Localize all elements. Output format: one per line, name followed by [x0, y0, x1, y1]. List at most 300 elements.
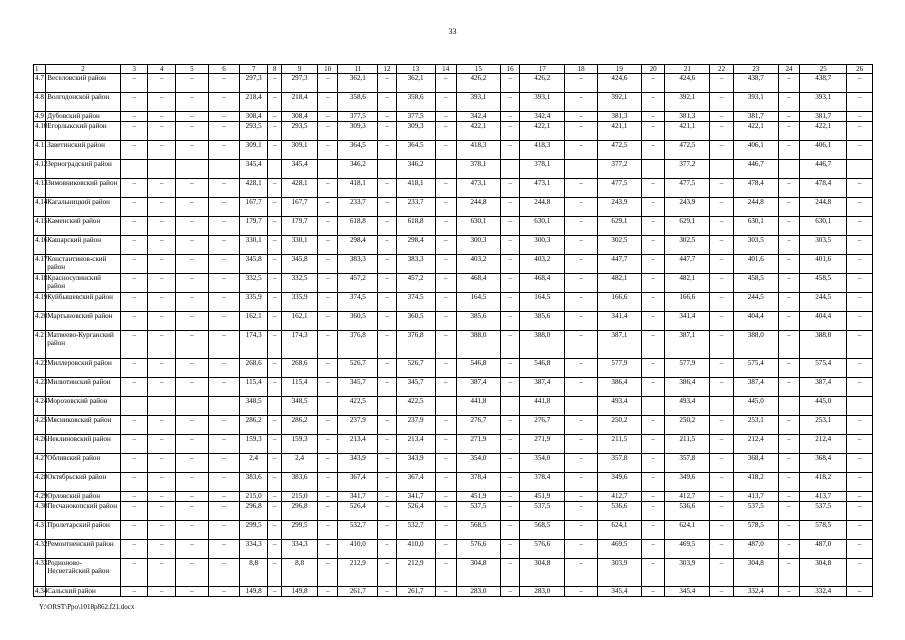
- value-cell: –: [148, 378, 176, 397]
- district-name: Егорлыкский район: [46, 122, 121, 141]
- value-cell: –: [120, 312, 148, 331]
- value-cell: 303,9: [665, 559, 710, 587]
- value-cell: –: [208, 416, 240, 435]
- value-cell: –: [176, 312, 209, 331]
- row-number: 4.12: [34, 160, 46, 179]
- district-name: Морозовский район: [46, 397, 121, 416]
- value-cell: –: [148, 435, 176, 454]
- value-cell: –: [778, 198, 799, 217]
- value-cell: 276,7: [456, 416, 500, 435]
- value-cell: 298,4: [338, 236, 378, 255]
- value-cell: [148, 397, 176, 416]
- value-cell: 381,3: [597, 112, 641, 122]
- value-cell: 418,2: [733, 473, 778, 492]
- value-cell: 387,4: [733, 378, 778, 397]
- value-cell: 386,4: [597, 378, 641, 397]
- value-cell: –: [847, 473, 873, 492]
- header-cell: 13: [396, 65, 435, 74]
- value-cell: 404,4: [800, 312, 847, 331]
- value-cell: –: [641, 141, 665, 160]
- value-cell: –: [500, 179, 519, 198]
- table-row: [34, 397, 873, 416]
- value-cell: –: [208, 74, 240, 93]
- row-number: 4.17: [34, 255, 46, 274]
- value-cell: 349,6: [665, 473, 710, 492]
- value-cell: –: [318, 492, 338, 502]
- value-cell: 298,4: [396, 236, 435, 255]
- value-cell: 422,1: [800, 122, 847, 141]
- value-cell: –: [778, 416, 799, 435]
- value-cell: 341,7: [338, 492, 378, 502]
- value-cell: –: [208, 540, 240, 559]
- value-cell: 377,5: [396, 112, 435, 122]
- value-cell: –: [176, 93, 209, 112]
- value-cell: 244,8: [733, 198, 778, 217]
- value-cell: –: [565, 74, 598, 93]
- value-cell: –: [318, 473, 338, 492]
- value-cell: –: [176, 540, 209, 559]
- row-number: 4.34: [35, 587, 48, 595]
- value-cell: 212,4: [733, 435, 778, 454]
- value-cell: –: [847, 198, 873, 217]
- value-cell: –: [148, 217, 176, 236]
- value-cell: [378, 160, 396, 179]
- value-cell: –: [641, 312, 665, 331]
- value-cell: 358,6: [338, 93, 378, 112]
- header-cell: 7: [240, 65, 268, 74]
- value-cell: 546,8: [456, 359, 500, 378]
- value-cell: 211,5: [597, 435, 641, 454]
- value-cell: –: [120, 198, 148, 217]
- row-number: 4.11: [34, 141, 46, 160]
- table-row: [34, 378, 873, 397]
- value-cell: –: [208, 331, 240, 359]
- value-cell: –: [847, 217, 873, 236]
- value-cell: 332,5: [282, 274, 318, 293]
- row-number: 4.20: [34, 312, 46, 331]
- value-cell: 421,1: [597, 122, 641, 141]
- row-number: 4.33: [34, 559, 46, 587]
- value-cell: 149,8: [240, 587, 268, 597]
- value-cell: 401,6: [733, 255, 778, 274]
- value-cell: –: [641, 74, 665, 93]
- value-cell: –: [565, 521, 598, 540]
- value-cell: –: [208, 454, 240, 473]
- row-number: 4.10: [34, 122, 46, 141]
- value-cell: 378,1: [456, 160, 500, 179]
- value-cell: –: [378, 179, 396, 198]
- value-cell: [641, 160, 665, 179]
- value-cell: –: [500, 540, 519, 559]
- value-cell: 374,5: [338, 293, 378, 312]
- value-cell: –: [208, 293, 240, 312]
- value-cell: 422,1: [733, 122, 778, 141]
- value-cell: 367,4: [338, 473, 378, 492]
- value-cell: 422,1: [456, 122, 500, 141]
- value-cell: 422,1: [520, 122, 565, 141]
- value-cell: –: [565, 492, 598, 502]
- value-cell: –: [318, 217, 338, 236]
- value-cell: –: [267, 378, 281, 397]
- value-cell: –: [435, 112, 456, 122]
- value-cell: –: [267, 454, 281, 473]
- value-cell: –: [148, 473, 176, 492]
- value-cell: –: [435, 435, 456, 454]
- value-cell: [778, 160, 799, 179]
- value-cell: –: [318, 587, 338, 597]
- value-cell: –: [435, 293, 456, 312]
- table-row: [34, 112, 873, 122]
- value-cell: –: [176, 559, 209, 587]
- value-cell: 378,4: [520, 473, 565, 492]
- table-row: [34, 74, 873, 93]
- table-row: [34, 255, 873, 274]
- value-cell: 393,1: [733, 93, 778, 112]
- value-cell: –: [378, 141, 396, 160]
- value-cell: –: [710, 74, 734, 93]
- value-cell: 283,0: [520, 587, 565, 597]
- value-cell: –: [847, 521, 873, 540]
- row-number: 4.25: [34, 416, 46, 435]
- header-cell: 26: [847, 65, 873, 74]
- value-cell: –: [267, 122, 281, 141]
- value-cell: –: [378, 93, 396, 112]
- value-cell: –: [778, 359, 799, 378]
- row-number: 4.7: [34, 74, 46, 93]
- value-cell: –: [641, 502, 665, 521]
- value-cell: 383,6: [282, 473, 318, 492]
- value-cell: 388,0: [733, 331, 778, 359]
- value-cell: –: [500, 312, 519, 331]
- value-cell: –: [778, 93, 799, 112]
- value-cell: –: [435, 312, 456, 331]
- header-cell: 9: [282, 65, 318, 74]
- value-cell: –: [378, 473, 396, 492]
- value-cell: –: [778, 521, 799, 540]
- row-number: 4.14: [34, 198, 46, 217]
- value-cell: –: [565, 179, 598, 198]
- value-cell: 174,3: [240, 331, 268, 359]
- district-name: Кашарский район: [46, 236, 121, 255]
- value-cell: –: [120, 293, 148, 312]
- value-cell: 211,5: [665, 435, 710, 454]
- value-cell: 358,6: [396, 93, 435, 112]
- value-cell: –: [378, 540, 396, 559]
- value-cell: –: [378, 492, 396, 502]
- value-cell: 458,5: [733, 274, 778, 293]
- value-cell: –: [435, 540, 456, 559]
- value-cell: 303,5: [733, 236, 778, 255]
- value-cell: –: [641, 331, 665, 359]
- value-cell: 343,9: [396, 454, 435, 473]
- value-cell: –: [176, 502, 209, 521]
- district-name: Милютинский район: [46, 378, 121, 397]
- value-cell: 309,1: [282, 141, 318, 160]
- header-cell: 15: [456, 65, 500, 74]
- value-cell: –: [500, 378, 519, 397]
- value-cell: –: [148, 502, 176, 521]
- value-cell: 401,6: [800, 255, 847, 274]
- value-cell: –: [641, 217, 665, 236]
- value-cell: –: [148, 359, 176, 378]
- value-cell: 345,8: [282, 255, 318, 274]
- value-cell: –: [120, 122, 148, 141]
- value-cell: –: [710, 378, 734, 397]
- value-cell: –: [435, 454, 456, 473]
- value-cell: 345,7: [396, 378, 435, 397]
- value-cell: –: [176, 122, 209, 141]
- value-cell: –: [565, 540, 598, 559]
- district-name: Сальский район: [46, 587, 121, 597]
- value-cell: –: [435, 359, 456, 378]
- value-cell: 457,2: [396, 274, 435, 293]
- value-cell: 115,4: [240, 378, 268, 397]
- value-cell: –: [148, 198, 176, 217]
- value-cell: 630,1: [733, 217, 778, 236]
- value-cell: –: [208, 255, 240, 274]
- value-cell: –: [208, 236, 240, 255]
- value-cell: 426,2: [456, 74, 500, 93]
- value-cell: 293,5: [240, 122, 268, 141]
- value-cell: –: [847, 179, 873, 198]
- row-number: 4.9: [35, 112, 44, 120]
- value-cell: 629,1: [665, 217, 710, 236]
- value-cell: –: [378, 293, 396, 312]
- value-cell: –: [847, 416, 873, 435]
- value-cell: –: [847, 587, 873, 597]
- value-cell: –: [641, 378, 665, 397]
- value-cell: –: [565, 122, 598, 141]
- value-cell: 296,8: [240, 502, 268, 521]
- value-cell: 468,4: [456, 274, 500, 293]
- value-cell: 418,3: [456, 141, 500, 160]
- value-cell: –: [208, 217, 240, 236]
- district-name: Октябрьский район: [46, 473, 121, 492]
- value-cell: 532,7: [396, 521, 435, 540]
- value-cell: –: [778, 122, 799, 141]
- value-cell: –: [378, 74, 396, 93]
- value-cell: 418,1: [338, 179, 378, 198]
- value-cell: –: [208, 502, 240, 521]
- value-cell: 388,0: [456, 331, 500, 359]
- value-cell: 526,4: [338, 502, 378, 521]
- header-cell: 25: [800, 65, 847, 74]
- value-cell: 438,7: [800, 74, 847, 93]
- value-cell: –: [120, 540, 148, 559]
- value-cell: 368,4: [800, 454, 847, 473]
- value-cell: –: [148, 274, 176, 293]
- value-cell: 381,3: [665, 112, 710, 122]
- value-cell: 159,3: [282, 435, 318, 454]
- value-cell: –: [148, 122, 176, 141]
- value-cell: –: [120, 141, 148, 160]
- value-cell: –: [208, 435, 240, 454]
- district-name: Мартыновский район: [46, 312, 121, 331]
- value-cell: –: [778, 293, 799, 312]
- value-cell: –: [710, 255, 734, 274]
- value-cell: [565, 397, 598, 416]
- value-cell: –: [435, 179, 456, 198]
- value-cell: –: [847, 293, 873, 312]
- district-name: Дубовский район: [46, 112, 121, 122]
- value-cell: –: [847, 312, 873, 331]
- value-cell: –: [148, 93, 176, 112]
- value-cell: 253,1: [733, 416, 778, 435]
- value-cell: [148, 160, 176, 179]
- row-number: 4.15: [34, 217, 46, 236]
- value-cell: –: [500, 492, 519, 502]
- value-cell: –: [565, 473, 598, 492]
- value-cell: –: [565, 502, 598, 521]
- value-cell: –: [847, 492, 873, 502]
- value-cell: –: [565, 378, 598, 397]
- table-row: [34, 93, 873, 112]
- row-number: 4.26: [34, 435, 46, 454]
- value-cell: 335,9: [282, 293, 318, 312]
- value-cell: –: [641, 293, 665, 312]
- value-cell: 345,8: [240, 255, 268, 274]
- value-cell: 630,1: [520, 217, 565, 236]
- table-row: [34, 359, 873, 378]
- value-cell: –: [378, 435, 396, 454]
- value-cell: 293,5: [282, 122, 318, 141]
- value-cell: 536,6: [665, 502, 710, 521]
- district-name: Родионово-Несветайский район: [46, 559, 121, 587]
- value-cell: –: [267, 179, 281, 198]
- value-cell: –: [148, 236, 176, 255]
- value-cell: 383,6: [240, 473, 268, 492]
- value-cell: –: [778, 112, 799, 122]
- value-cell: –: [435, 587, 456, 597]
- value-cell: 364,5: [338, 141, 378, 160]
- value-cell: –: [710, 141, 734, 160]
- value-cell: –: [435, 141, 456, 160]
- value-cell: –: [641, 179, 665, 198]
- value-cell: 334,3: [240, 540, 268, 559]
- value-cell: –: [378, 587, 396, 597]
- value-cell: –: [176, 359, 209, 378]
- value-cell: 167,7: [282, 198, 318, 217]
- table-row: [34, 587, 873, 597]
- district-name: Миллеровский район: [46, 359, 121, 378]
- value-cell: –: [378, 378, 396, 397]
- value-cell: –: [176, 236, 209, 255]
- value-cell: 346,2: [338, 160, 378, 179]
- value-cell: 469,5: [665, 540, 710, 559]
- value-cell: 630,1: [456, 217, 500, 236]
- value-cell: 302,5: [665, 236, 710, 255]
- value-cell: 2,4: [282, 454, 318, 473]
- value-cell: 387,4: [520, 378, 565, 397]
- value-cell: 577,9: [597, 359, 641, 378]
- value-cell: 233,7: [338, 198, 378, 217]
- value-cell: –: [435, 416, 456, 435]
- value-cell: 624,1: [597, 521, 641, 540]
- value-cell: –: [318, 540, 338, 559]
- value-cell: 458,5: [800, 274, 847, 293]
- header-cell: 20: [641, 65, 665, 74]
- value-cell: 445,0: [800, 397, 847, 416]
- value-cell: –: [208, 198, 240, 217]
- value-cell: 300,3: [520, 236, 565, 255]
- value-cell: –: [176, 435, 209, 454]
- value-cell: –: [318, 93, 338, 112]
- row-number: 4.31: [34, 521, 46, 540]
- value-cell: 164,5: [456, 293, 500, 312]
- table-row: [34, 435, 873, 454]
- value-cell: 174,3: [282, 331, 318, 359]
- value-cell: –: [565, 93, 598, 112]
- value-cell: 403,2: [520, 255, 565, 274]
- header-cell: 23: [733, 65, 778, 74]
- value-cell: –: [318, 74, 338, 93]
- value-cell: –: [148, 416, 176, 435]
- value-cell: [318, 160, 338, 179]
- value-cell: –: [641, 274, 665, 293]
- district-name: Красносулинский район: [46, 274, 121, 293]
- value-cell: 446,7: [733, 160, 778, 179]
- value-cell: –: [847, 274, 873, 293]
- value-cell: –: [435, 521, 456, 540]
- value-cell: 438,7: [733, 74, 778, 93]
- value-cell: 447,7: [665, 255, 710, 274]
- value-cell: 342,4: [520, 112, 565, 122]
- value-cell: –: [778, 435, 799, 454]
- header-cell: 12: [378, 65, 396, 74]
- value-cell: 376,8: [396, 331, 435, 359]
- value-cell: –: [435, 492, 456, 502]
- value-cell: 618,8: [338, 217, 378, 236]
- value-cell: –: [148, 587, 176, 597]
- value-cell: –: [208, 378, 240, 397]
- value-cell: 243,9: [597, 198, 641, 217]
- value-cell: –: [710, 198, 734, 217]
- value-cell: –: [778, 473, 799, 492]
- value-cell: 406,1: [800, 141, 847, 160]
- value-cell: 393,1: [456, 93, 500, 112]
- value-cell: –: [176, 331, 209, 359]
- table-row: [34, 236, 873, 255]
- value-cell: –: [318, 293, 338, 312]
- value-cell: –: [148, 492, 176, 502]
- value-cell: –: [120, 274, 148, 293]
- table-row: [34, 454, 873, 473]
- value-cell: –: [778, 454, 799, 473]
- row-number: 4.19: [34, 293, 46, 312]
- value-cell: –: [435, 122, 456, 141]
- value-cell: –: [641, 559, 665, 587]
- value-cell: [435, 160, 456, 179]
- value-cell: –: [208, 312, 240, 331]
- value-cell: –: [641, 454, 665, 473]
- value-cell: –: [267, 540, 281, 559]
- value-cell: –: [120, 359, 148, 378]
- value-cell: 343,9: [338, 454, 378, 473]
- value-cell: 341,7: [396, 492, 435, 502]
- row-number: 4.29: [35, 492, 48, 500]
- value-cell: 179,7: [282, 217, 318, 236]
- value-cell: 244,8: [800, 198, 847, 217]
- value-cell: 345,4: [597, 587, 641, 597]
- value-cell: –: [500, 359, 519, 378]
- value-cell: –: [148, 255, 176, 274]
- district-name: Матвеево-Курганский район: [46, 331, 121, 359]
- value-cell: –: [710, 331, 734, 359]
- value-cell: –: [500, 141, 519, 160]
- value-cell: –: [176, 378, 209, 397]
- value-cell: –: [120, 331, 148, 359]
- table-row: [34, 160, 873, 179]
